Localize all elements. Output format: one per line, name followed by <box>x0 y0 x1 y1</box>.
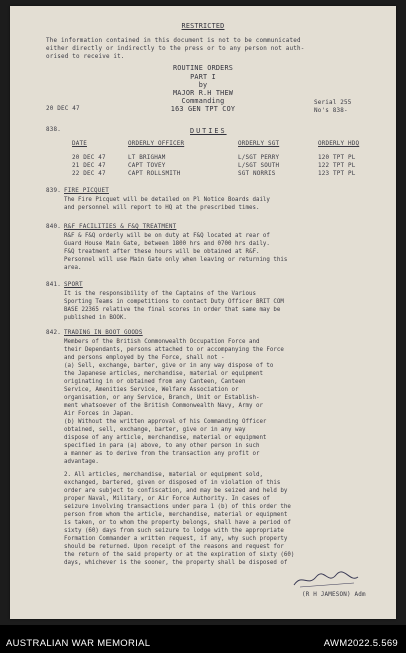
date: 20 DEC 47 <box>46 106 80 112</box>
para-842-line-12: obtained, sell, exchange, barter, give or in any way <box>64 427 246 433</box>
duty-row-2-hdq: 122 TPT PL <box>318 163 356 169</box>
classification: RESTRICTED <box>181 22 225 30</box>
unit: 163 GEN TPT COY <box>170 105 236 113</box>
para-number-838: 838. <box>46 127 61 133</box>
para-842-line-11: (b) Without the written approval of his Commanding Officer <box>64 419 267 425</box>
commanding: Commanding <box>181 97 225 105</box>
para-842-line-8: organisation, or any Service, Branch, Unit or Establish- <box>64 395 260 401</box>
para-841-line-1: It is the responsibility of the Captains of the Various <box>64 291 256 297</box>
serial: Serial 255 <box>314 100 352 106</box>
para-842-line-14: specified in para (a) above, to any other person in such <box>64 443 260 449</box>
para-842-2-line-4: proper Naval, Military, or Air Force Authority. In cases of <box>64 496 270 502</box>
para-840-line-4: Personnel will use Main Gate only when leaving or returning this <box>64 257 288 263</box>
para-842-line-6: originating in or obtained from any Canteen, Canteen <box>64 379 246 385</box>
archive-footer <box>0 625 406 653</box>
para-842-line-15: a manner as to derive from the transaction any profit or <box>64 451 260 457</box>
para-839-line-2: and personnel will report to HQ at the prescribed times. <box>64 205 260 211</box>
para-841-line-2: Sporting Teams in competitions to contact Duty Officer BRIT COM <box>64 299 284 305</box>
duty-row-2-officer: CAPT TOVEY <box>128 163 166 169</box>
signature <box>292 571 362 589</box>
duty-row-2-sgt: L/SGT SOUTH <box>238 163 280 169</box>
orders-part: PART I <box>190 73 216 81</box>
para-842-line-16: advantage. <box>64 459 99 465</box>
signature-block: (R H JAMESON) Adm <box>302 592 366 598</box>
archive-name: AUSTRALIAN WAR MEMORIAL <box>6 638 151 649</box>
intro-line-1: The information contained in this document is not to be communicated <box>46 38 301 44</box>
duty-row-1-hdq: 120 TPT PL <box>318 155 356 161</box>
duty-row-3-officer: CAPT ROLLSMITH <box>128 171 181 177</box>
col-orderly-hdq: ORDERLY HDQ <box>318 141 360 147</box>
duties-heading: DUTIES <box>190 127 227 135</box>
duty-row-1-date: 20 DEC 47 <box>72 155 106 161</box>
para-840-line-5: area. <box>64 265 82 271</box>
para-842-line-1: Members of the British Commonwealth Occupation Force and <box>64 339 260 345</box>
para-839-line-1: The Fire Picquet will be detailed on Pl Notice Boards daily <box>64 197 270 203</box>
para-840-line-1: R&F & F&Q orderly will be on duty at F&Q located at rear of <box>64 233 270 239</box>
duty-row-3-hdq: 123 TPT PL <box>318 171 356 177</box>
intro-line-2: either directly or indirectly to the press or to any person not auth- <box>46 46 305 52</box>
para-842-2-line-12: days, whichever is the sooner, the property shall be disposed of <box>64 560 288 566</box>
para-842-line-5: the Japanese articles, merchandise, material or equipment <box>64 371 263 377</box>
para-842-line-13: dispose of any article, merchandise, material or equipment <box>64 435 267 441</box>
orders-title: ROUTINE ORDERS <box>172 64 234 72</box>
para-841-line-4: published in BOOK. <box>64 315 127 321</box>
commander-name: MAJOR R.H THEW <box>172 89 234 97</box>
para-840-line-2: Guard House Main Gate, between 1800 hrs and 0700 hrs daily. <box>64 241 270 247</box>
duty-row-1-sgt: L/SGT PERRY <box>238 155 280 161</box>
para-842-2-line-10: should be returned. Upon receipt of the reasons and request for <box>64 544 284 550</box>
para-841-line-3: BASE 22365 relative the final scores in order that same may be <box>64 307 281 313</box>
archive-reference: AWM2022.5.569 <box>323 638 398 649</box>
col-orderly-officer: ORDERLY OFFICER <box>128 141 185 147</box>
para-842-2-line-2: exchanged, bartered, given or disposed of in violation of this <box>64 480 281 486</box>
para-842-2-line-7: is taken, or to whom the property belongs, shall have a period of <box>64 520 291 526</box>
para-842-heading: TRADING IN BOOT GOODS <box>64 330 143 336</box>
para-842-2-line-5: seizure involving transactions under para 1 (b) of this order the <box>64 504 291 510</box>
para-842-line-9: ment whatsoever of the British Commonwealth Navy, Army or <box>64 403 263 409</box>
duty-row-3-sgt: SGT NORRIS <box>238 171 276 177</box>
para-842-line-2: their Dependants, persons attached to or accompanying the Force <box>64 347 284 353</box>
para-842-number: 842. <box>46 330 61 336</box>
para-842-line-3: and persons employed by the Force, shall not - <box>64 355 225 361</box>
serial-nos: No's 838- <box>314 108 348 114</box>
para-840-number: 840. <box>46 224 61 230</box>
para-840-line-3: F&Q treatment after these hours will be obtained at R&F. <box>64 249 260 255</box>
para-839-number: 839. <box>46 188 61 194</box>
orders-by: by <box>198 81 208 89</box>
para-842-2-line-8: sixty (60) days from such seizure to lodge with the appropriate <box>64 528 284 534</box>
para-841-number: 841. <box>46 282 61 288</box>
intro-line-3: orised to receive it. <box>46 54 125 60</box>
para-842-2-line-3: order are subject to confiscation, and may be seized and held by <box>64 488 288 494</box>
document-page <box>10 6 396 619</box>
para-841-heading: SPORT <box>64 282 83 288</box>
para-842-2-line-1: 2. All articles, merchandise, material or equipment sold, <box>64 472 263 478</box>
para-842-2-line-6: person from whom the article, merchandise, material or equipment <box>64 512 288 518</box>
para-842-line-7: Service, Amenities Service, Welfare Association or <box>64 387 239 393</box>
para-842-line-10: Air Forces in Japan. <box>64 411 134 417</box>
col-date: DATE <box>72 141 87 147</box>
para-842-2-line-11: the return of the said property or at the expiration of sixty (60) <box>64 552 295 558</box>
duty-row-1-officer: LT BRIGHAM <box>128 155 166 161</box>
col-orderly-sgt: ORDERLY SGT <box>238 141 280 147</box>
para-842-line-4: (a) Sell, exchange, barter, give or in any way dispose of to <box>64 363 274 369</box>
para-840-heading: R&F FACILITIES & F&Q TREATMENT <box>64 224 177 230</box>
para-842-2-line-9: Formation Commander a written request, if any, why such property <box>64 536 288 542</box>
duty-row-3-date: 22 DEC 47 <box>72 171 106 177</box>
duty-row-2-date: 21 DEC 47 <box>72 163 106 169</box>
para-839-heading: FIRE PICQUET <box>64 188 109 194</box>
